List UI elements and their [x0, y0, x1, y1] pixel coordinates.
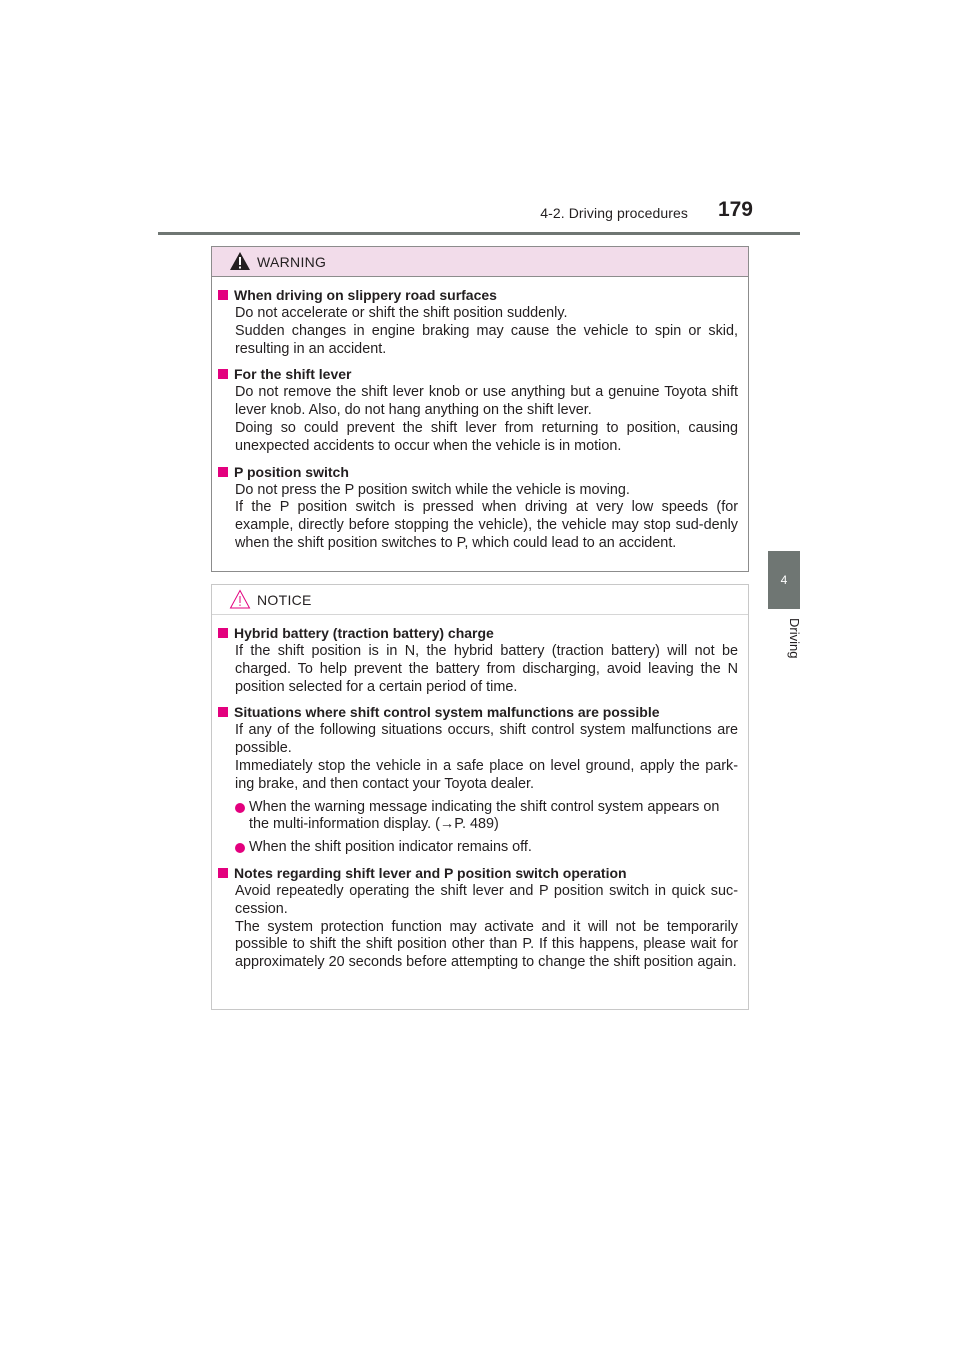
item-text: If any of the following situations occurs, shift control system malfunctions are possible. [235, 722, 738, 757]
notice-item [218, 623, 740, 696]
round-bullet-icon [235, 803, 245, 813]
item-text: Immediately stop the vehicle in a safe place on level ground, apply the park-ing brake, and then contact your Toyota dealer. [235, 757, 738, 792]
notice-box [211, 584, 749, 1010]
list-item-text: When the shift position indicator remains off. [249, 839, 532, 856]
warning-title: WARNING [257, 254, 327, 270]
item-heading: Hybrid battery (traction battery) charge [234, 625, 494, 641]
square-bullet-icon [218, 628, 228, 638]
warning-item [218, 285, 740, 358]
list-item-text: When the warning message indicating the shift control system appears on the multi-information display. (→P. 489) [249, 798, 720, 833]
chapter-label: Driving [787, 618, 802, 659]
warning-item [218, 364, 740, 455]
item-text: Do not accelerate or shift the shift position suddenly. [235, 305, 568, 321]
round-bullet-icon [235, 843, 245, 853]
item-heading: When driving on slippery road surfaces [234, 287, 497, 303]
item-text: Do not remove the shift lever knob or use anything but a genuine Toyota shift lever knob. Also, do not hang anything on the shift lever. [235, 384, 738, 419]
page-number: 179 [717, 198, 753, 221]
square-bullet-icon [218, 467, 228, 477]
item-text: Doing so could prevent the shift lever from returning to position, causing unexpected accidents to occur when the vehicle is in motion. [235, 419, 738, 454]
item-heading: Situations where shift control system malfunctions are possible [234, 704, 660, 721]
header-rule [158, 232, 800, 235]
warning-triangle-icon [229, 251, 251, 271]
notice-triangle-icon [229, 589, 251, 609]
item-text: Avoid repeatedly operating the shift lever and P position switch in quick suc-cession. [235, 882, 738, 917]
notice-item [218, 702, 740, 857]
warning-box [211, 246, 749, 572]
list-item [218, 799, 740, 835]
item-text: If the shift position is in N, the hybrid battery (traction battery) will not be charged. To help prevent the battery from discharging, avoid leaving the N position selected for a certain period of time. [235, 643, 738, 695]
item-text: Sudden changes in engine braking may cause the vehicle to spin or skid, resulting in an accident. [235, 322, 738, 357]
item-heading: Notes regarding shift lever and P position switch operation [234, 864, 627, 881]
notice-header [212, 585, 748, 615]
item-text: The system protection function may activate and it will not be temporarily possible to shift the shift position other than P. If this happens, please wait for approximately 20 seconds before attempting to change the shift position again. [235, 918, 738, 971]
section-title: 4-2. Driving procedures [540, 205, 688, 221]
square-bullet-icon [218, 369, 228, 379]
item-heading: P position switch [234, 463, 349, 480]
item-text: If the P position switch is pressed when driving at very low speeds (for example, directly before stopping the vehicle), the vehicle may stop sud-denly when the shift position switches to P, which could lead to an accident. [235, 499, 738, 551]
warning-header [212, 247, 748, 277]
item-text: Do not press the P position switch while the vehicle is moving. [235, 481, 630, 498]
chapter-tab: 4 [768, 551, 800, 609]
notice-item [218, 863, 740, 972]
square-bullet-icon [218, 707, 228, 717]
item-heading: For the shift lever [234, 366, 352, 383]
square-bullet-icon [218, 290, 228, 300]
square-bullet-icon [218, 868, 228, 878]
list-item [218, 839, 740, 857]
warning-item [218, 462, 740, 553]
notice-title: NOTICE [257, 592, 312, 608]
